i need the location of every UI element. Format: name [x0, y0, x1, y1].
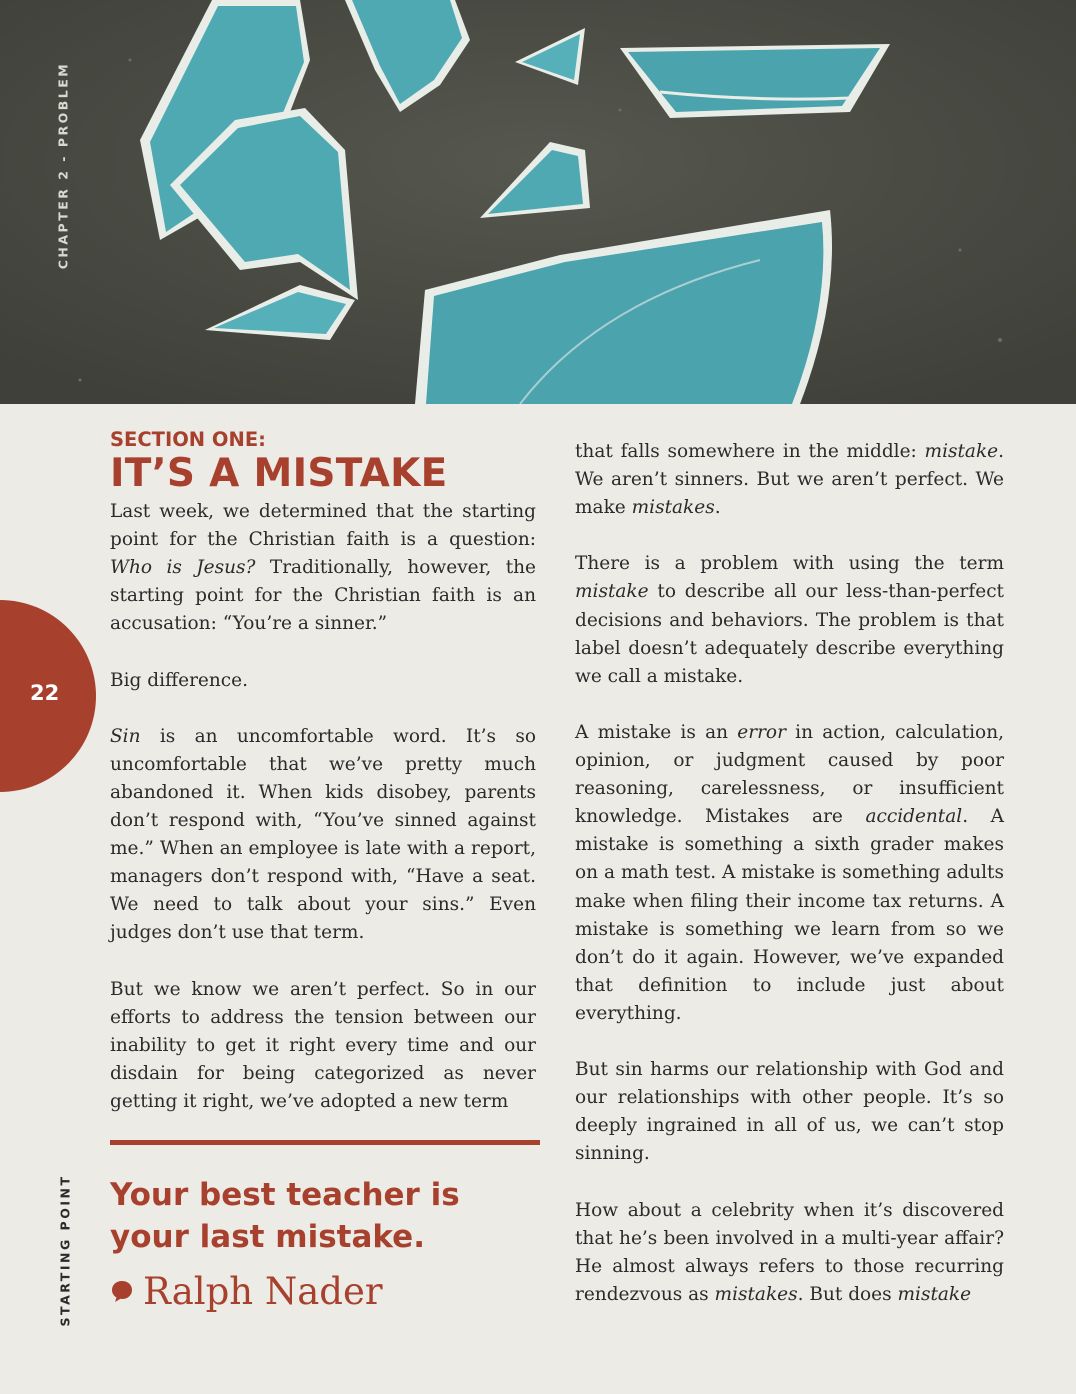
page-number: 22	[30, 681, 60, 705]
right-column	[575, 438, 1004, 1309]
quote-author: Ralph Nader	[143, 1269, 383, 1313]
speech-bubble-icon	[110, 1279, 134, 1303]
chapter-side-text: CHAPTER 2 - PROBLEM	[55, 61, 71, 269]
body-paragraph: How about a celebrity when it’s discovered that he’s been involved in a multi-year affair? He almost always refers to those recurring rendezvous as mistakes. But does mistake	[575, 1199, 1004, 1305]
book-side-text: STARTING POINT	[57, 1174, 73, 1326]
quote-attribution	[110, 1266, 383, 1316]
body-paragraph: There is a problem with using the term mistake to describe all our less-than-perfect decisions and behaviors. The problem is that label doesn’t adequately describe everything we call a mistake.	[575, 553, 1004, 687]
pull-quote: Your best teacher is your last mistake.	[110, 1177, 460, 1255]
section-title: IT’S A MISTAKE	[110, 451, 448, 496]
body-paragraph: Big difference.	[110, 669, 248, 691]
body-paragraph: Sin is an uncomfortable word. It’s so uncomfortable that we’ve pretty much abandoned it. When kids disobey, parents don’t respond with, “You’ve sinned against me.” When an employee is late with a report, managers don’t respond with, “Have a seat. We need to talk about your sins.” Even judges don’t use that term.	[110, 725, 536, 944]
body-paragraph: A mistake is an error in action, calculation, opinion, or judgment caused by poor reasoning, carelessness, or insufficient knowledge. Mistakes are accidental. A mistake is something a sixth grader makes on a math test. A mistake is something adults make when filing their income tax returns. A mistake is something we learn from so we don’t do it again. However, we’ve expanded that definition to include just about everything.	[575, 721, 1004, 1024]
body-paragraph: that falls somewhere in the middle: mistake. We aren’t sinners. But we aren’t perfect. We make mistakes.	[575, 441, 1004, 519]
body-paragraph: Last week, we determined that the starting point for the Christian faith is a question: Who is Jesus? Traditionally, however, the starting point for the Christian faith is an accusation: “You’re a sinner.”	[110, 501, 536, 635]
chapter-side-label	[52, 61, 74, 269]
left-column	[110, 428, 536, 1116]
quote-divider	[110, 1140, 540, 1145]
broken-plate-photo	[0, 0, 1076, 404]
body-paragraph: But we know we aren’t perfect. So in our efforts to address the tension between our inability to get it right every time and our disdain for being categorized as never getting it right, we’ve adopted a new term	[110, 978, 536, 1112]
section-label: SECTION ONE:	[110, 428, 266, 451]
body-paragraph: But sin harms our relationship with God and our relationships with other people. It’s so deeply ingrained in all of us, we can’t stop sinning.	[575, 1059, 1004, 1165]
header-photo	[0, 0, 1076, 404]
book-side-label	[52, 1174, 78, 1326]
